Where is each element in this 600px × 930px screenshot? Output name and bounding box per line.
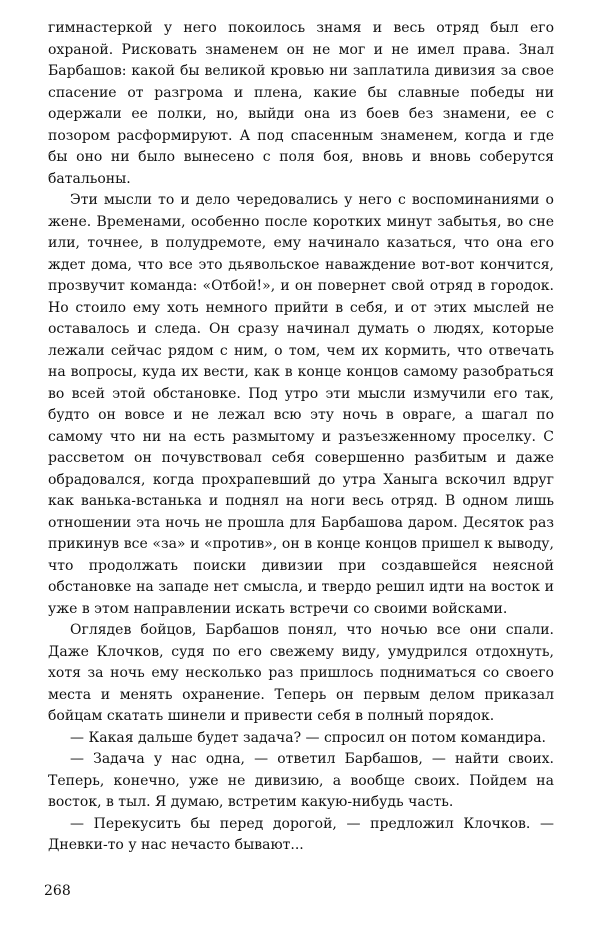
dialogue-suggestion: — Перекусить бы перед дорогой, — предложил Клочков. — Дневки-то у нас нечасто бывают... <box>48 815 554 853</box>
paragraph-thoughts-of-wife: Эти мысли то и дело чередовались у него с воспоминаниями о жене. Временами, особенно после коротких минут забытья, во сне или, точнее, в полудремоте, ему начинало казаться, что она его ждет дома, что все это дьявольское наваждение вот-вот кончится, прозвучит команда: «Отбой!», и он повернет свой отряд в городок. Но стоило ему хоть немного прийти в себя, и от этих мыслей не оставалось и следа. Он сразу начинал думать о людях, которые лежали сейчас рядом с ним, о том, чем их кормить, что отвечать на вопросы, куда их вести, как в конце концов самому разобраться во всей этой обстановке. Под утро эти мысли измучили его так, будто он вовсе и не лежал всю эту ночь в овраге, а шагал по самому что ни на есть размытому и разъезженному проселку. С рассветом он почувствовал себя совершенно разбитым и даже обрадовался, когда прохрапевший до утра Ханыга вскочил вдруг как ванька-встанька и поднял на ноги весь отряд. В одном лишь отношении эта ночь не прошла для Барбашова даром. Десяток раз прикинув все «за» и «против», он в конце концов пришел к выводу, что продолжать поиски дивизии при создавшейся неясной обстановке на западе нет смысла, и твердо решил идти на восток и уже в этом направлении искать встречи со своими войсками. <box>48 192 554 617</box>
dialogue-question: — Какая дальше будет задача? — спросил он потом командира. <box>70 729 546 746</box>
paragraph-morning-review: Оглядев бойцов, Барбашов понял, что ночью все они спали. Даже Клочков, судя по его свежему виду, умудрился отдохнуть, хотя за ночь ему несколько раз пришлось подниматься со своего места и менять охранение. Теперь он первым делом приказал бойцам скатать шинели и привести себя в полный порядок. <box>48 622 554 724</box>
paragraph-banner-continued: гимнастеркой у него покоилось знамя и весь отряд был его охраной. Рисковать знаменем он не мог и не имел права. Знал Барбашов: какой бы великой кровью ни заплатила дивизия за свое спасение от разгрома и плена, какие бы славные победы ни одержали ее полки, но, выйди она из боев без знамени, ее с позором расформируют. А под спасенным знаменем, когда и где бы оно ни было вынесено с поля боя, вновь и вновь соберутся батальоны. <box>48 20 554 187</box>
page-number: 268 <box>44 883 71 899</box>
body-text <box>48 18 554 857</box>
dialogue-answer: — Задача у нас одна, — ответил Барбашов, — найти своих. Теперь, конечно, уже не дивизию, а вообще своих. Пойдем на восток, в тыл. Я думаю, встретим какую-нибудь часть. <box>48 751 554 810</box>
